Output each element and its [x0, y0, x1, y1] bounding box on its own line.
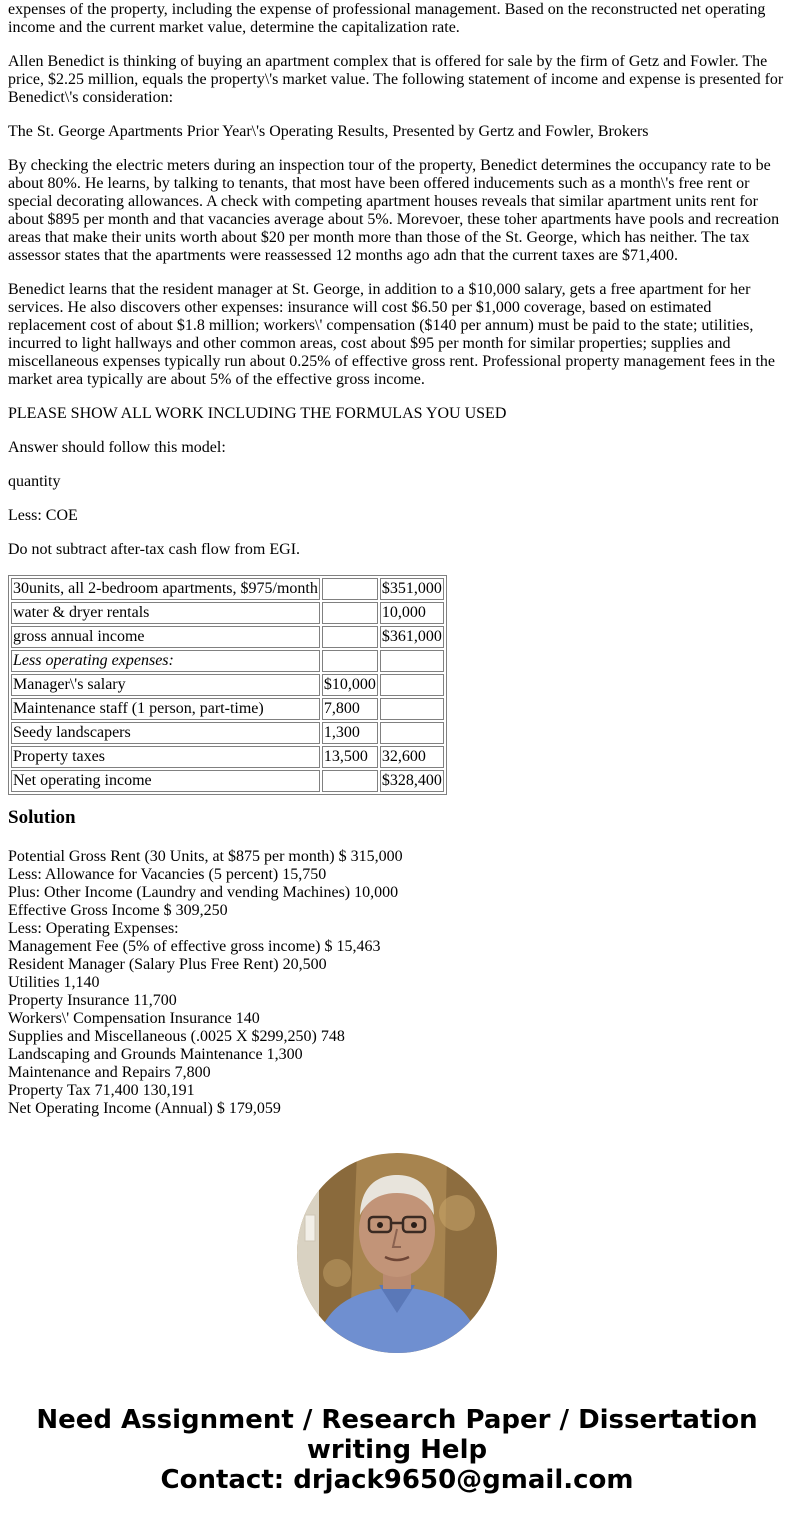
- question-paragraph-10: Do not subtract after-tax cash flow from EGI.: [8, 541, 301, 558]
- solution-heading: Solution: [8, 807, 76, 828]
- frame-ornament: [439, 1195, 475, 1231]
- table-row: [11, 698, 444, 720]
- question-paragraph-5: Benedict learns that the resident manager at St. George, in addition to a $10,000 salary, gets a free apartment for her services. He also discovers other expenses: insurance will cost $6.50 per $1,000 coverage, based on estimated replacement cost of about $1.8 million; workers\' compensation ($140 per annum) must be paid to the state; utilities, incurred to light hallways and other common areas, cost about $95 per month for similar properties; supplies and miscellaneous expenses typically run about 0.25% of effective gross rent. Professional property management fees in the market area typically are about 5% of the effective gross income.: [8, 281, 776, 388]
- table-row: [11, 650, 444, 672]
- question-paragraph-9: Less: COE: [8, 507, 78, 524]
- contact-footer: [0, 1405, 794, 1495]
- table-row: [11, 722, 444, 744]
- table-cell: $351,000: [380, 578, 444, 600]
- solution-line: Potential Gross Rent (30 Units, at $875 per month) $ 315,000: [8, 848, 403, 865]
- table-cell: 7,800: [322, 698, 378, 720]
- table-cell: $361,000: [380, 626, 444, 648]
- table-cell: Maintenance staff (1 person, part-time): [11, 698, 320, 720]
- solution-line: Property Insurance 11,700: [8, 992, 177, 1009]
- solution-line: Net Operating Income (Annual) $ 179,059: [8, 1100, 281, 1117]
- right-eye: [411, 1222, 417, 1228]
- question-paragraph-6: PLEASE SHOW ALL WORK INCLUDING THE FORMULAS YOU USED: [8, 405, 507, 422]
- table-cell: [380, 722, 444, 744]
- left-eye: [377, 1222, 383, 1228]
- question-paragraph-1: expenses of the property, including the expense of professional management. Based on the reconstructed net operating income and the current market value, determine the capitalization rate.: [8, 1, 766, 36]
- table-cell: 10,000: [380, 602, 444, 624]
- solution-line: Utilities 1,140: [8, 974, 100, 991]
- table-row: [11, 626, 444, 648]
- tutor-avatar: [297, 1153, 497, 1353]
- table-row: [11, 746, 444, 768]
- solution-line: Supplies and Miscellaneous (.0025 X $299,250) 748: [8, 1028, 345, 1045]
- tutor-photo-illustration: [297, 1153, 497, 1353]
- question-paragraph-3: The St. George Apartments Prior Year\'s Operating Results, Presented by Gertz and Fowler, Brokers: [8, 123, 649, 140]
- footer-line-2: writing Help: [306, 1435, 488, 1465]
- question-paragraph-4: By checking the electric meters during an inspection tour of the property, Benedict determines the occupancy rate to be about 80%. He learns, by talking to tenants, that most have been offered inducements such as a month\'s free rent or special decorating allowances. A check with competing apartment houses reveals that similar apartment units rent for about $895 per month and that vacancies average about 5%. Morevoer, these toher apartments have pools and recreation areas that make their units worth about $20 per month more than those of the St. George, which has neither. The tax assessor states that the apartments were reassessed 12 months ago adn that the current taxes are $71,400.: [8, 157, 780, 264]
- table-row: [11, 578, 444, 600]
- question-paragraph-2: Allen Benedict is thinking of buying an apartment complex that is offered for sale by the firm of Getz and Fowler. The price, $2.25 million, equals the property\'s market value. The following statement of income and expense is presented for Benedict\'s consideration:: [8, 53, 784, 106]
- table-cell: Manager\'s salary: [11, 674, 320, 696]
- table-row: [11, 770, 444, 792]
- table-cell: [380, 674, 444, 696]
- table-cell: [322, 650, 378, 672]
- table-cell-italic: Less operating expenses:: [13, 652, 174, 669]
- solution-line: Management Fee (5% of effective gross income) $ 15,463: [8, 938, 381, 955]
- table-cell: Net operating income: [11, 770, 320, 792]
- table-cell: 30units, all 2-bedroom apartments, $975/month: [11, 578, 320, 600]
- table-cell: [322, 626, 378, 648]
- table-cell: water & dryer rentals: [11, 602, 320, 624]
- table-cell: 1,300: [322, 722, 378, 744]
- solution-line: Plus: Other Income (Laundry and vending Machines) 10,000: [8, 884, 399, 901]
- solution-line: Landscaping and Grounds Maintenance 1,300: [8, 1046, 303, 1063]
- solution-line: Workers\' Compensation Insurance 140: [8, 1010, 260, 1027]
- table-cell: 13,500: [322, 746, 378, 768]
- solution-line: Less: Operating Expenses:: [8, 920, 179, 937]
- question-content: [8, 0, 786, 1118]
- table-cell: 32,600: [380, 746, 444, 768]
- table-cell: [322, 578, 378, 600]
- solution-body: [8, 848, 786, 1118]
- wall-switch: [305, 1215, 315, 1241]
- table-cell: [11, 650, 320, 672]
- table-cell: gross annual income: [11, 626, 320, 648]
- table-cell: $328,400: [380, 770, 444, 792]
- solution-line: Property Tax 71,400 130,191: [8, 1082, 195, 1099]
- table-row: [11, 602, 444, 624]
- table-cell: Property taxes: [11, 746, 320, 768]
- solution-line: Maintenance and Repairs 7,800: [8, 1064, 211, 1081]
- solution-line: Less: Allowance for Vacancies (5 percent) 15,750: [8, 866, 327, 883]
- question-paragraph-8: quantity: [8, 473, 61, 490]
- table-row: [11, 674, 444, 696]
- footer-contact-email: Contact: drjack9650@gmail.com: [160, 1465, 634, 1495]
- operating-results-table: [8, 575, 447, 795]
- table-cell: [380, 650, 444, 672]
- background-wall: [297, 1153, 319, 1353]
- frame-ornament: [323, 1259, 351, 1287]
- solution-line: Resident Manager (Salary Plus Free Rent) 20,500: [8, 956, 327, 973]
- footer-line-1: Need Assignment / Research Paper / Dissertation: [36, 1405, 758, 1435]
- table-cell: [322, 602, 378, 624]
- question-paragraph-7: Answer should follow this model:: [8, 439, 226, 456]
- table-cell: $10,000: [322, 674, 378, 696]
- table-cell: Seedy landscapers: [11, 722, 320, 744]
- table-cell: [322, 770, 378, 792]
- table-cell: [380, 698, 444, 720]
- solution-line: Effective Gross Income $ 309,250: [8, 902, 228, 919]
